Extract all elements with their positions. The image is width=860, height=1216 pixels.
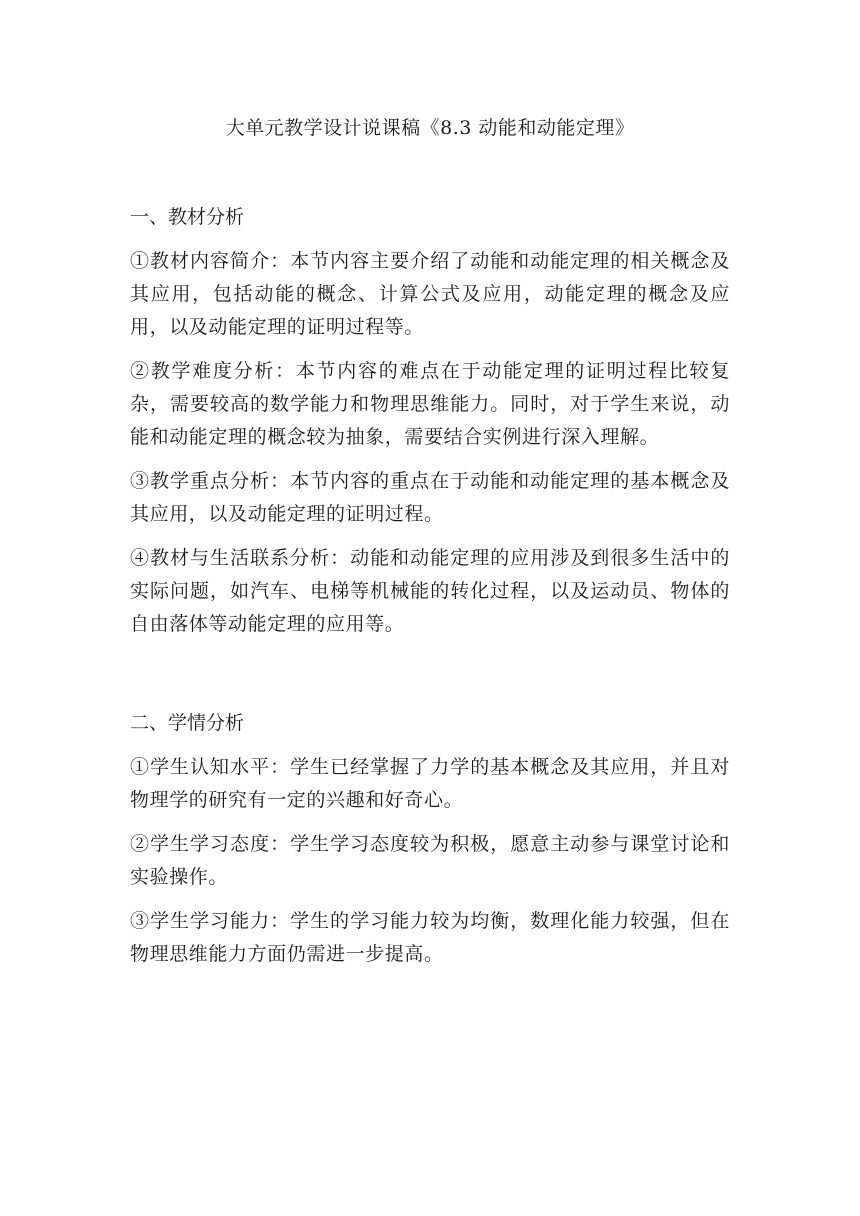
- document-title: 大单元教学设计说课稿《8.3 动能和动能定理》: [225, 117, 635, 139]
- paragraph: ②教学难度分析：本节内容的难点在于动能定理的证明过程比较复杂，需要较高的数学能力和物理思维能力。同时，对于学生来说，动能和动能定理的概念较为抽象，需要结合实例进行深入理解。: [130, 360, 730, 448]
- paragraph: ③教学重点分析：本节内容的重点在于动能和动能定理的基本概念及其应用，以及动能定理的证明过程。: [130, 470, 730, 525]
- section-student-analysis: [130, 707, 730, 971]
- section-textbook-analysis: [130, 201, 730, 641]
- paragraph: ①教材内容简介：本节内容主要介绍了动能和动能定理的相关概念及其应用，包括动能的概念、计算公式及应用，动能定理的概念及应用，以及动能定理的证明过程等。: [130, 250, 730, 338]
- section-heading: 一、教材分析: [130, 206, 245, 228]
- section-heading: 二、学情分析: [130, 712, 245, 734]
- document-body: [130, 201, 730, 982]
- paragraph: ②学生学习态度：学生学习态度较为积极，愿意主动参与课堂讨论和实验操作。: [130, 833, 730, 888]
- paragraph: ④教材与生活联系分析：动能和动能定理的应用涉及到很多生活中的实际问题，如汽车、电梯等机械能的转化过程，以及运动员、物体的自由落体等动能定理的应用等。: [130, 547, 730, 635]
- paragraph: ①学生认知水平：学生已经掌握了力学的基本概念及其应用，并且对物理学的研究有一定的兴趣和好奇心。: [130, 756, 730, 811]
- section-spacer: [130, 652, 730, 707]
- paragraph: ③学生学习能力：学生的学习能力较为均衡，数理化能力较强，但在物理思维能力方面仍需进一步提高。: [130, 910, 730, 965]
